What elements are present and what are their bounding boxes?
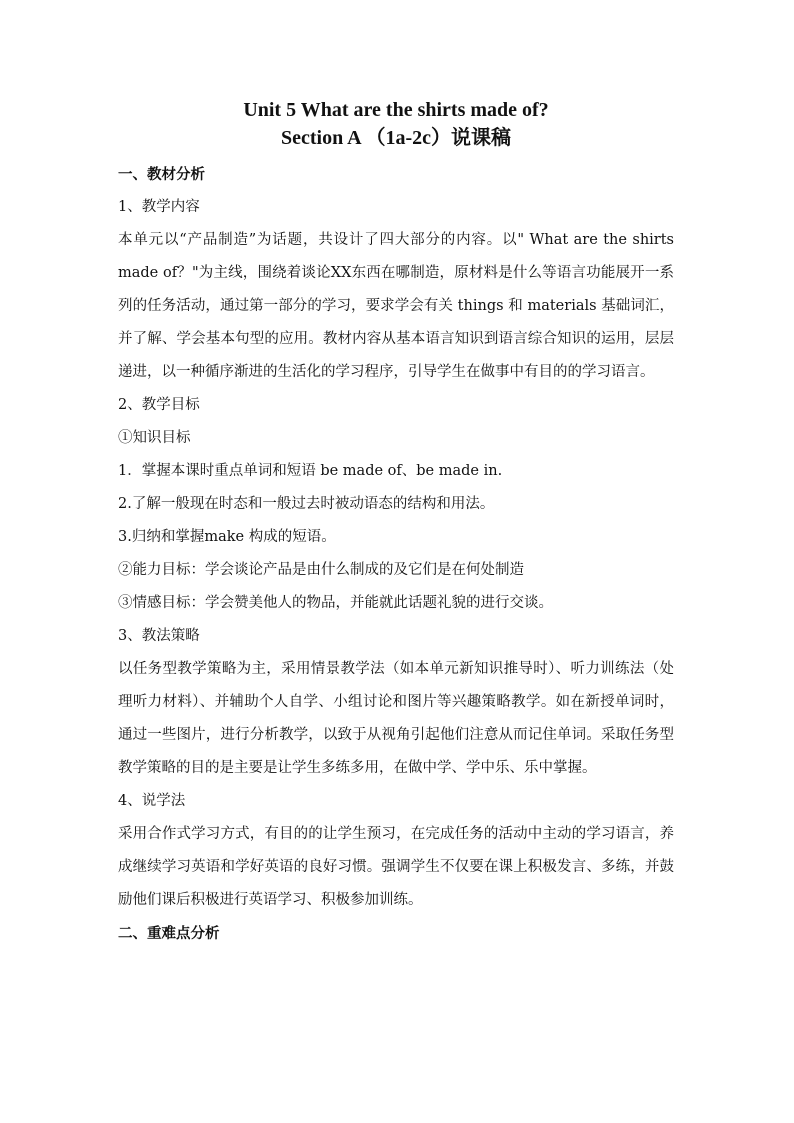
subheading-teaching-content: 1、教学内容 (118, 199, 200, 215)
goal-knowledge-item-3: 3.归纳和掌握make 构成的短语。 (118, 529, 336, 545)
goal-emotion: ③情感目标：学会赞美他人的物品，并能就此话题礼貌的进行交谈。 (118, 595, 553, 611)
subheading-learning-method: 4、说学法 (118, 793, 186, 809)
section-heading-key-difficult-points: 二、重难点分析 (118, 925, 220, 942)
subheading-teaching-strategy: 3、教法策略 (118, 628, 200, 644)
title-line-1: Unit 5 What are the shirts made of? (243, 99, 549, 121)
paragraph-teaching-content: 本单元以“产品制造”为话题，共设计了四大部分的内容。以" What are the shirts made of？"为主线，围绕着谈论XX东西在哪制造，原材料是什么等语言功能展开一系列的任务活动，通过第一部分的学习，要求学会有关 things 和 materials 基础词汇，并了解、学会基本句型的应用。教材内容从基本语言知识到语言综合知识的运用，层层递进，以一种循序渐进的生活化的学习程序，引导学生在做事中有目的的学习语言。 (118, 232, 674, 380)
subheading-teaching-goals: 2、教学目标 (118, 397, 200, 413)
goal-knowledge-item-2: 2.了解一般现在时态和一般过去时被动语态的结构和用法。 (118, 496, 495, 512)
section-heading-textbook-analysis: 一、教材分析 (118, 166, 205, 183)
goal-knowledge-label: ①知识目标 (118, 430, 191, 446)
title-line-2: Section A （1a-2c）说课稿 (281, 127, 511, 149)
document-title (118, 96, 674, 152)
paragraph-teaching-strategy: 以任务型教学策略为主，采用情景教学法（如本单元新知识推导时）、听力训练法（处理听力材料）、并辅助个人自学、小组讨论和图片等兴趣策略教学。如在新授单词时，通过一些图片，进行分析教学，以致于从视角引起他们注意从而记住单词。采取任务型教学策略的目的是主要是让学生多练多用，在做中学、学中乐、乐中掌握。 (118, 661, 674, 776)
goal-knowledge-item-1: 1．掌握本课时重点单词和短语 be made of、be made in. (118, 463, 503, 479)
paragraph-learning-method: 采用合作式学习方式，有目的的让学生预习，在完成任务的活动中主动的学习语言，养成继续学习英语和学好英语的良好习惯。强调学生不仅要在课上积极发言、多练，并鼓励他们课后积极进行英语学习、积极参加训练。 (118, 826, 674, 908)
goal-ability: ②能力目标：学会谈论产品是由什么制成的及它们是在何处制造 (118, 562, 524, 578)
